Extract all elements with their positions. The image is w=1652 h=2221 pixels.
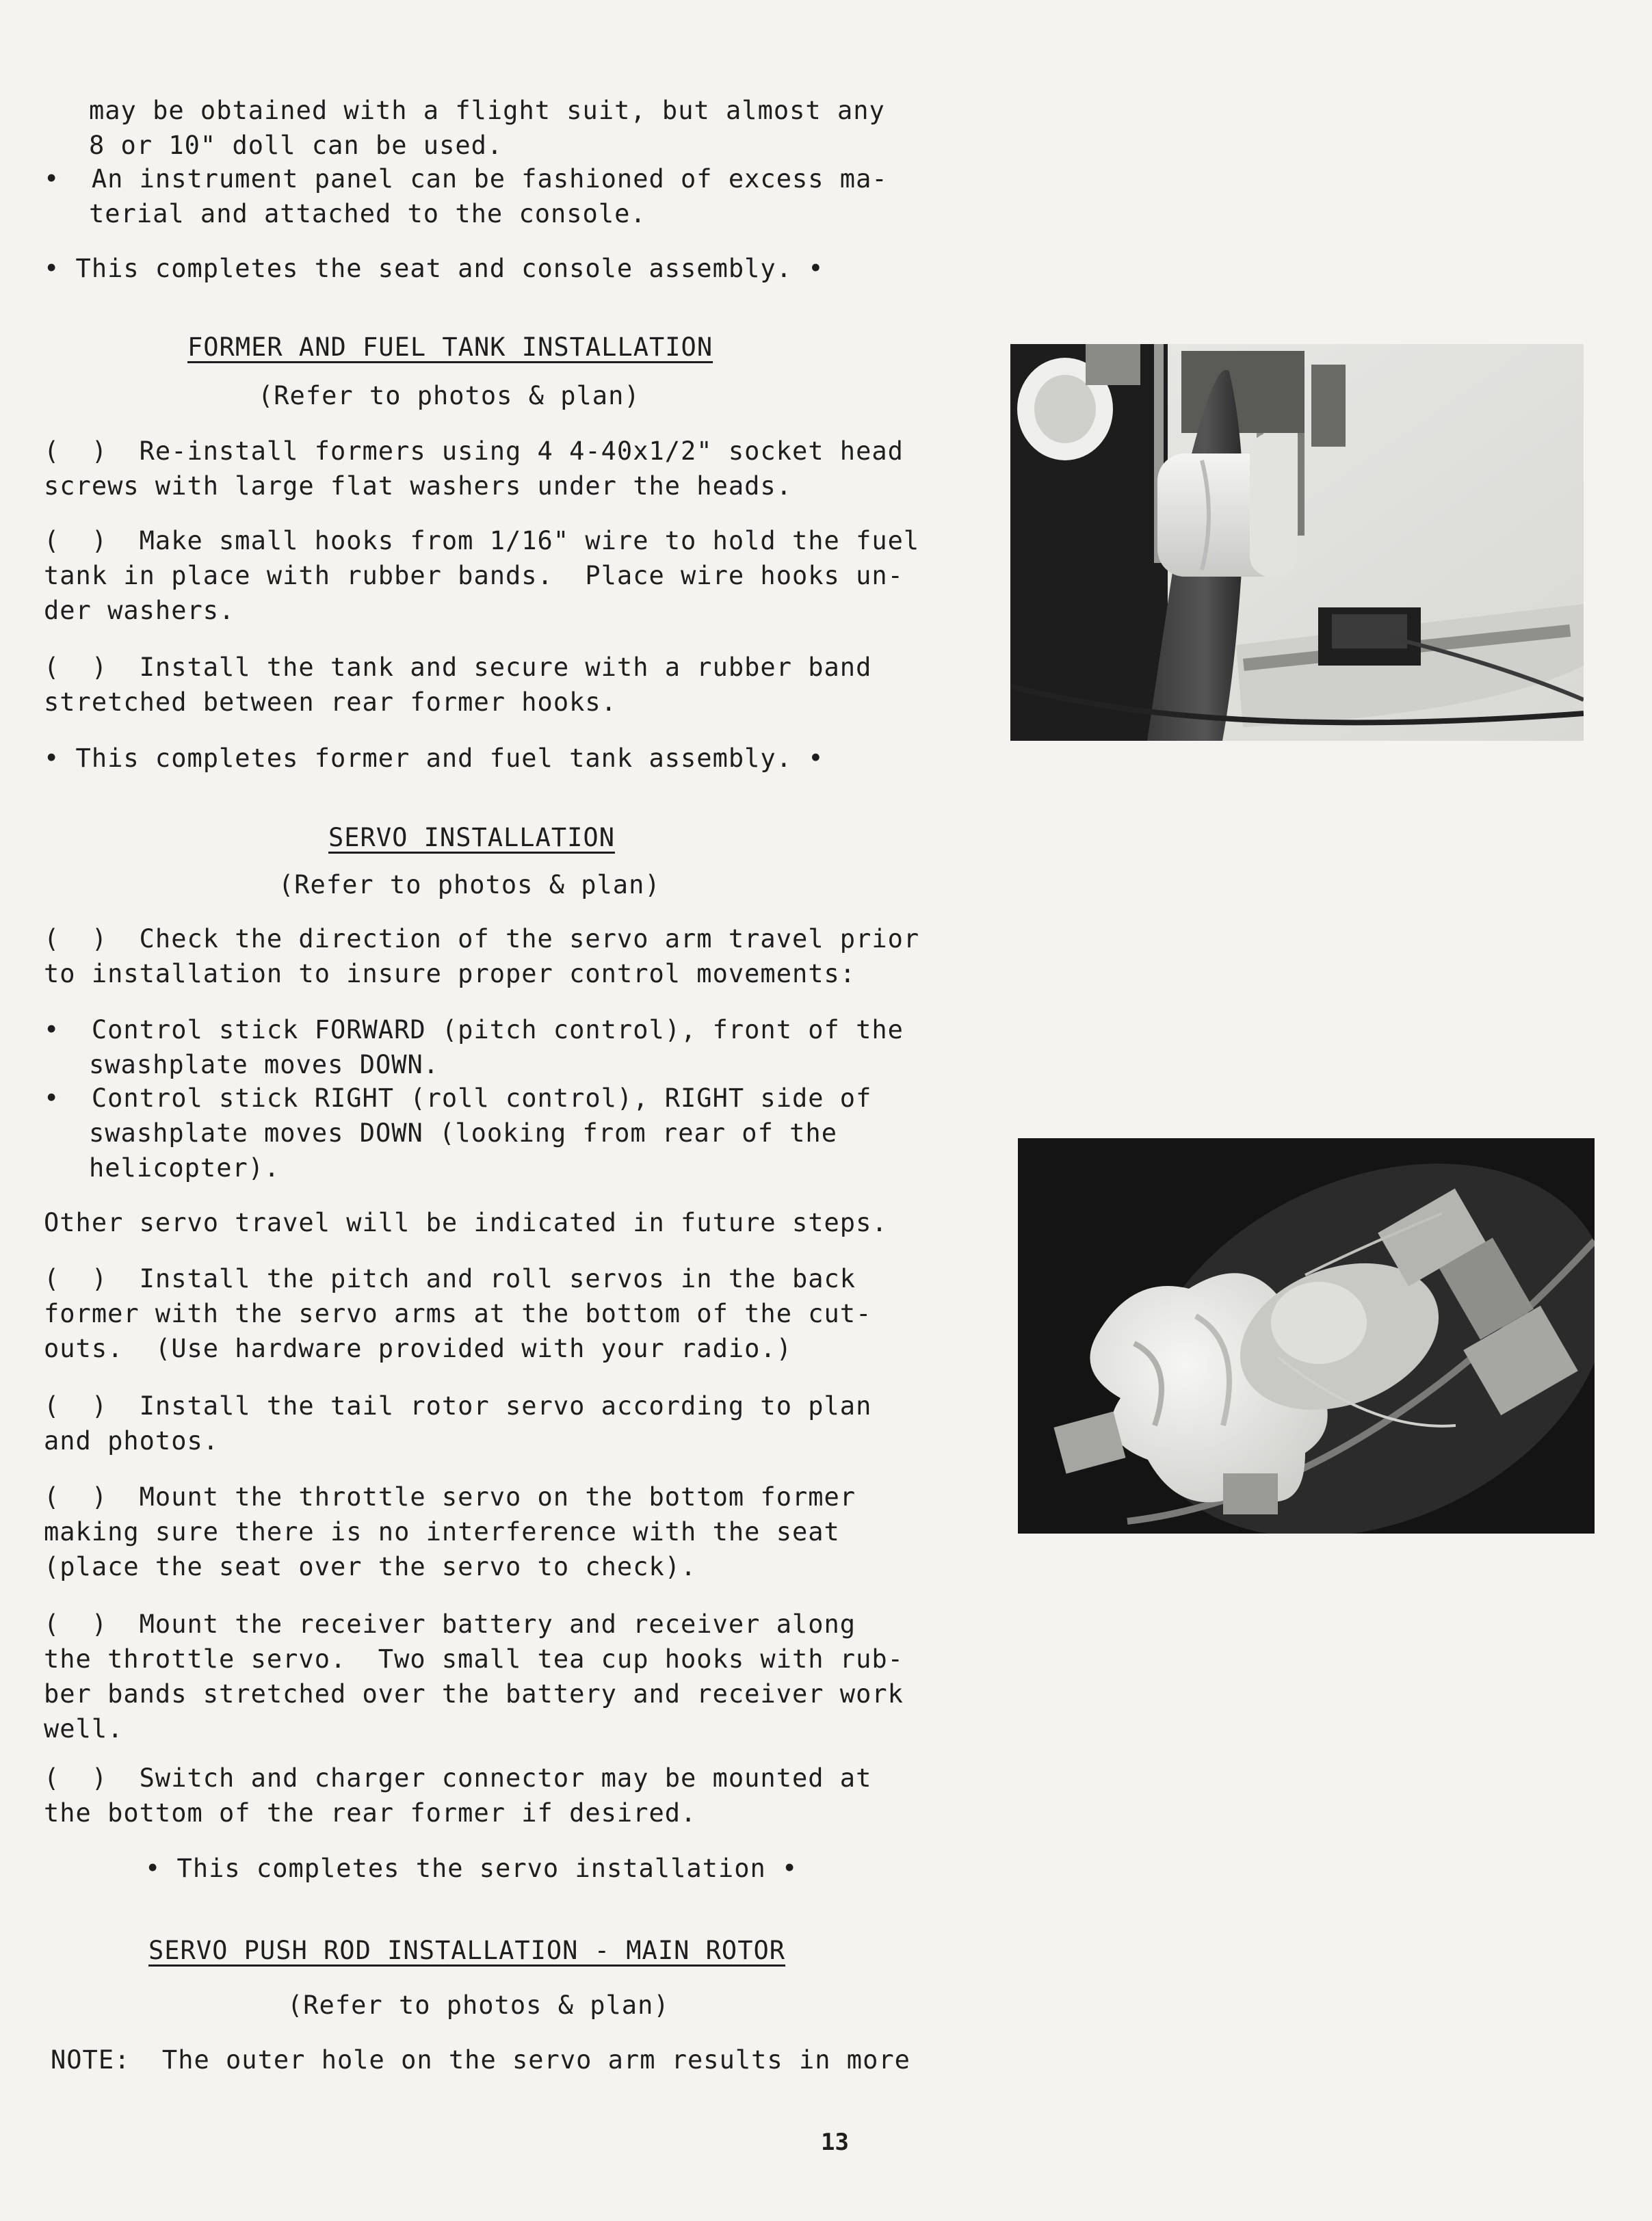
completion-note: • This completes former and fuel tank assembly. • — [44, 744, 824, 773]
step-line: tank in place with rubber bands. Place wire hooks un- — [44, 561, 904, 590]
step-line: former with the servo arms at the bottom of the cut- — [44, 1299, 872, 1328]
section-subheading: (Refer to photos & plan) — [258, 381, 640, 410]
section-subheading: (Refer to photos & plan) — [287, 1990, 670, 2020]
text-line: Other servo travel will be indicated in future steps. — [44, 1208, 888, 1237]
step-line: screws with large flat washers under the heads. — [44, 471, 792, 501]
step-line: outs. (Use hardware provided with your radio.) — [44, 1334, 792, 1363]
step-line: ( ) Switch and charger connector may be mounted at — [44, 1763, 872, 1793]
text-line: 8 or 10" doll can be used. — [89, 131, 503, 160]
step-line: to installation to insure proper control movements: — [44, 959, 856, 988]
step-line: ber bands stretched over the battery and receiver work — [44, 1679, 904, 1709]
section-subheading: (Refer to photos & plan) — [278, 870, 661, 899]
text-line: swashplate moves DOWN (looking from rear of the — [89, 1118, 837, 1148]
step-line: ( ) Install the tank and secure with a rubber band — [44, 653, 872, 682]
fuel-tank-former-photo — [1010, 344, 1584, 741]
text-line: may be obtained with a flight suit, but almost any — [89, 96, 885, 125]
text-line: terial and attached to the console. — [89, 199, 646, 228]
section-heading: SERVO INSTALLATION — [328, 823, 615, 852]
servo-installation-photo — [1018, 1138, 1595, 1534]
step-line: ( ) Mount the receiver battery and receiver along — [44, 1609, 856, 1639]
step-line: the throttle servo. Two small tea cup hooks with rub- — [44, 1644, 904, 1674]
bullet-item: • Control stick FORWARD (pitch control), front of the — [44, 1015, 904, 1044]
completion-note: • This completes the seat and console assembly. • — [44, 254, 824, 283]
step-line: making sure there is no interference with the seat — [44, 1517, 840, 1547]
step-line: and photos. — [44, 1426, 220, 1456]
text-line: helicopter). — [89, 1153, 280, 1183]
step-line: ( ) Mount the throttle servo on the bottom former — [44, 1482, 856, 1512]
step-line: ( ) Install the tail rotor servo according to plan — [44, 1391, 872, 1421]
note-line: NOTE: The outer hole on the servo arm results in more — [51, 2045, 910, 2075]
step-line: ( ) Install the pitch and roll servos in the back — [44, 1264, 856, 1293]
text-line: swashplate moves DOWN. — [89, 1050, 440, 1079]
step-line: der washers. — [44, 596, 235, 625]
bullet-item: • An instrument panel can be fashioned of excess ma- — [44, 164, 888, 194]
completion-note: • This completes the servo installation • — [145, 1854, 798, 1883]
section-heading: FORMER AND FUEL TANK INSTALLATION — [187, 332, 713, 362]
step-line: ( ) Re-install formers using 4 4-40x1/2" socket head — [44, 436, 904, 466]
step-line: well. — [44, 1714, 124, 1744]
step-line: the bottom of the rear former if desired. — [44, 1798, 697, 1828]
step-line: (place the seat over the servo to check). — [44, 1552, 697, 1581]
section-heading: SERVO PUSH ROD INSTALLATION - MAIN ROTOR — [148, 1936, 786, 1965]
step-line: ( ) Make small hooks from 1/16" wire to hold the fuel — [44, 526, 920, 555]
page-number: 13 — [821, 2129, 849, 2156]
step-line: stretched between rear former hooks. — [44, 687, 617, 717]
bullet-item: • Control stick RIGHT (roll control), RIGHT side of — [44, 1083, 872, 1113]
step-line: ( ) Check the direction of the servo arm travel prior — [44, 924, 920, 954]
